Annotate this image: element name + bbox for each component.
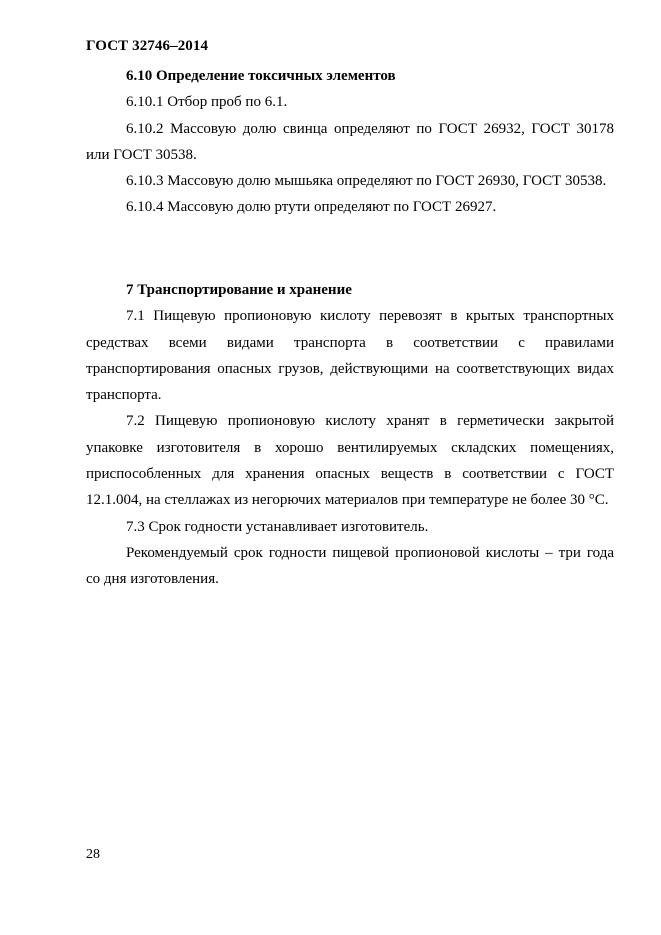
paragraph: 6.10.2 Массовую долю свинца определяют по ГОСТ 26932, ГОСТ 30178 или ГОСТ 30538. — [86, 120, 614, 163]
page-number: 28 — [86, 847, 100, 862]
paragraph: 7.3 Срок годности устанавливает изготовитель. — [126, 518, 429, 535]
section-7 — [86, 277, 614, 593]
paragraph: 6.10.4 Массовую долю ртути определяют по ГОСТ 26927. — [126, 199, 497, 216]
paragraph: 7.1 Пищевую пропионовую кислоту перевозят в крытых транспортных средствах всеми видами транспорта в соответствии с правилами транспортирования опасных грузов, действующими на соответствующих видах транспорта. — [86, 308, 614, 404]
document-header: ГОСТ 32746–2014 — [86, 38, 209, 54]
paragraph: 7.2 Пищевую пропионовую кислоту хранят в герметически закрытой упаковке изготовителя в хорошо вентилируемых складских помещениях, приспособленных для хранения опасных веществ в соответствии с ГОСТ 12.1.004, на стеллажах из негорючих материалов при температуре не более 30 °С. — [86, 413, 614, 509]
paragraph: 6.10.1 Отбор проб по 6.1. — [126, 94, 288, 111]
paragraph: Рекомендуемый срок годности пищевой пропионовой кислоты – три года со дня изготовления. — [86, 544, 614, 588]
paragraph: 6.10.3 Массовую долю мышьяка определяют по ГОСТ 26930, ГОСТ 30538. — [126, 173, 607, 190]
section-heading: 6.10 Определение токсичных элементов — [126, 68, 396, 84]
section-heading: 7 Транспортирование и хранение — [126, 282, 352, 298]
section-6-10 — [86, 63, 614, 221]
